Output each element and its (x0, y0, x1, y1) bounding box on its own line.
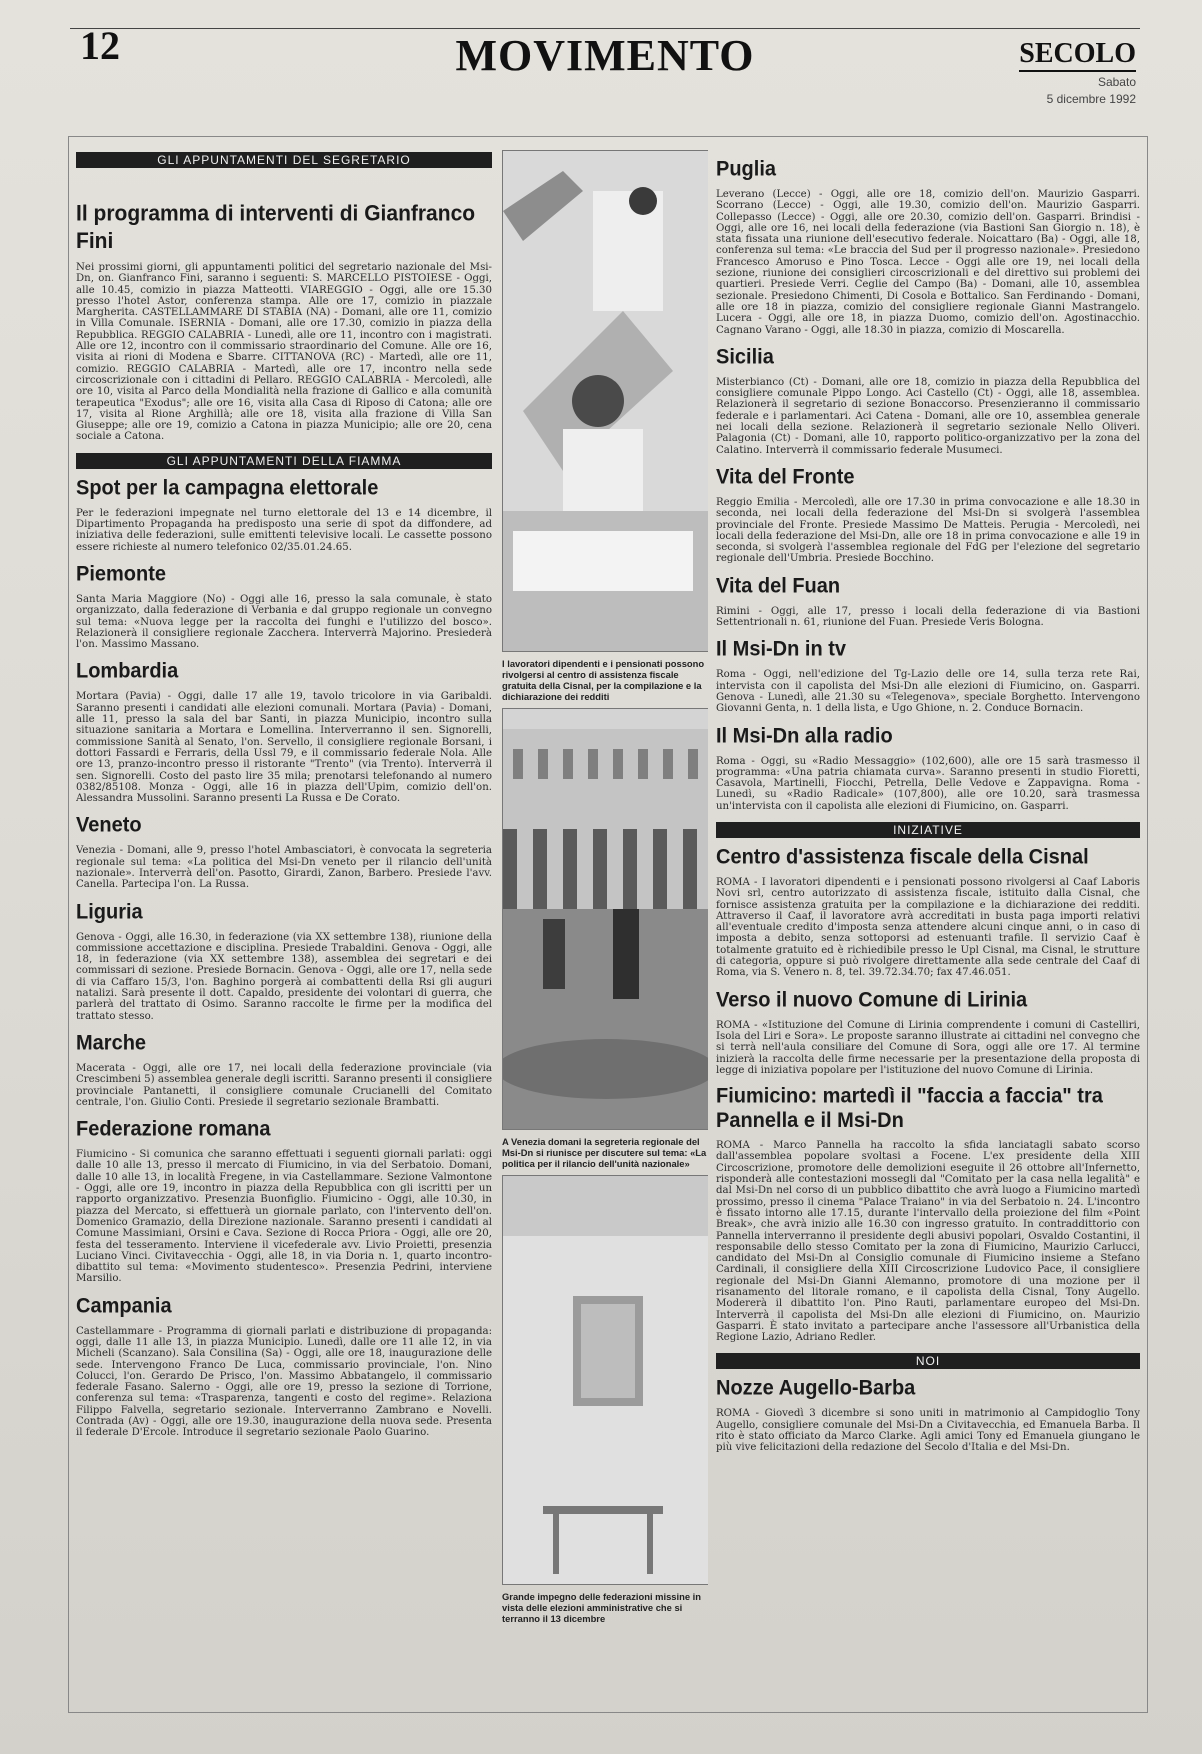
newspaper-name: SECOLO (1019, 38, 1136, 72)
photo-office-worker (502, 150, 708, 652)
masthead (70, 18, 1140, 128)
article-sicilia: Misterbianco (Ct) - Domani, alle ore 18, comizio in piazza della Repubblica del consigliere comunale Pippo Longo. Aci Castello (Ct) - Oggi, alle 18, assemblea. Relazionerà il segretario di sezione Bonaccorso. Presenzieranno il commissario federale e i parlamentari. Aci Catena - Domani, alle ore 10, assemblea generale nei locali della sezione. Relazionerà il segretario sezionale Nello Oliveri. Palagonia (Ct) - Domani, alle 10, rapporto politico-organizzativo per la zona del Calatino. Interverrà il commissario federale Musumeci. (716, 376, 1140, 456)
headline-msi-radio: Il Msi-Dn alla radio (716, 723, 893, 748)
article-marche: Macerata - Oggi, alle ore 17, nei locali della federazione provinciale (via Crescimbeni 5) assemblea generale degli iscritti. Saranno presenti il consigliere provinciale Pantanetti, il consigliere comunale Crucianelli del Comitato centrale, l'on. Giulio Conti. Presiede il segretario sezionale Brambatti. (76, 1062, 492, 1108)
top-rule (70, 28, 1140, 29)
section-bar-segretario: GLI APPUNTAMENTI DEL SEGRETARIO (76, 152, 492, 168)
section-bar-fiamma: GLI APPUNTAMENTI DELLA FIAMMA (76, 453, 492, 469)
headline-programma: Il programma di interventi di Gianfranco Fini (76, 201, 476, 254)
headline-msi-tv: Il Msi-Dn in tv (716, 637, 846, 661)
caption-federazioni: Grande impegno delle federazioni missine in vista delle elezioni amministrative che si terranno il 13 dicembre (502, 1591, 702, 1624)
article-fiumicino: ROMA - Marco Pannella ha raccolto la sfida lanciatagli sabato scorso dall'assemblea popolare svoltasi a Focene. L'ex presidente della XIII Circoscrizione, promotore delle demolizioni eseguite il 26 ottobre all'Infernetto, risponderà alle contestazioni mossegli dal "Comitato per la casa nella legalità" e dal Msi-Dn nel corso di un pubblico dibattito che avrà luogo a Fiumicino martedì prossimo, presso il cinema "Palace Traiano" in via del Serbatoio n. 24. L'incontro è fissato intorno alle 17.15, durante l'intervallo della proiezione del film «Point Break», che avrà inizio alle 16.30 con ingresso gratuito. In contraddittorio con Pannella interverranno il presidente degli abusivi popolari, Osvaldo Costantini, il responsabile dello stesso Comitato per la zona di Fiumicino, Maurizio Carlucci, candidato del Msi-Dn al Consiglio comunale di Fiumicino insieme a Stefano Cardinali, il consigliere della XIII Circoscrizione Ludovico Pace, il consigliere regionale del Msi-Dn Gianni Alemanno, promotore di una mozione per il risanamento del litorale romano, e il capolista della Cisnal, Tony Augello. Modererà il dibattito l'on. Pino Rauti, parlamentare europeo del Msi-Dn. Interverrà il capolista del Msi-Dn alle elezioni di Fiumicino, on. Maurizio Gasparri. È stato invitato a partecipare anche l'assessore all'Urbanistica della Regione Lazio, Adriano Redler. (716, 1140, 1140, 1344)
article-nozze: ROMA - Giovedì 3 dicembre si sono uniti in matrimonio al Campidoglio Tony Augello, consigliere comunale del Msi-Dn a Civitavecchia, ed Emanuela Barba. Il rito è stato officiato da Marco Clarke. Agli amici Tony ed Emanuela giungano le più vive felicitazioni della redazione del Secolo d'Italia e del Msi-Dn. (716, 1408, 1140, 1454)
photo-poster-image (503, 1176, 708, 1584)
photo-poster (502, 1175, 708, 1585)
issue-date: 5 dicembre 1992 (1046, 92, 1136, 106)
headline-lombardia: Lombardia (76, 659, 179, 683)
photo-office-worker-image (503, 151, 708, 651)
section-title: MOVIMENTO (455, 31, 755, 80)
headline-campania: Campania (76, 1294, 172, 1318)
article-veneto: Venezia - Domani, alle 9, presso l'hotel Ambasciatori, è convocata la segreteria regionale sul tema: «La politica del Msi-Dn veneto per il rilancio dell'unità nazionale». Interverrà dell'on. Pasotto, Girardi, Zanon, Barbero. Presiede l'avv. Canella. Partecipa l'on. La Russa. (76, 845, 492, 891)
article-spot: Per le federazioni impegnate nel turno elettorale del 13 e 14 dicembre, il Dipartimento Propaganda ha predisposto una serie di spot da diffondere, ad iniziativa delle federazioni, sulle emittenti televisive locali. Le cassette possono essere richieste al numero telefonico 02/35.01.24.65. (76, 507, 492, 553)
article-cisnal: ROMA - I lavoratori dipendenti e i pensionati possono rivolgersi al Caaf Laboris Novi srl, centro autorizzato di assistenza fiscale, istituito dalla Cisnal, che fornisce assistenza gratuita per la compilazione e la dichiarazione dei redditi. Attraverso il Caaf, il lavoratore avrà accreditati in busta paga importi relativi all'eventuale credito d'imposta senza attendere alcuni cinque anni, o in caso di imposta a debito, senza sottoporsi ad estenuanti trafile. Il servizio Caaf è totalmente gratuito ed è richiedibile presso le Upl Cisnal, ma Cisnal, le strutture di categoria, oppure si può rivolgere direttamente alla sede centrale del Caaf di Roma, via S. Venero n. 8, tel. 39.72.34.70; fax 47.46.051. (716, 876, 1140, 979)
photo-column (502, 150, 708, 1710)
headline-vita-fronte: Vita del Fronte (716, 465, 855, 489)
headline-sicilia: Sicilia (716, 345, 774, 369)
headline-fiumicino: Fiumicino: martedì il "faccia a faccia" tra Pannella e il Msi-Dn (716, 1084, 1103, 1133)
page-number: 12 (80, 23, 120, 68)
article-msi-tv: Roma - Oggi, nell'edizione del Tg-Lazio delle ore 14, sulla terza rete Rai, intervista con il capolista del Msi-Dn alle elezioni di Fiumicino, on. Gasparri. Genova - Lunedì, alle 21.30 su «Telegenova», speciale Borghetto. Intervengono Giovanni Genta, n. 1 della lista, e Ugo Ghione, n. 2. Conduce Bornacin. (716, 669, 1140, 715)
headline-nozze: Nozze Augello-Barba (716, 1376, 916, 1401)
article-vita-fronte: Reggio Emilia - Mercoledì, alle ore 17.30 in prima convocazione e alle 18.30 in seconda, nei locali della federazione del Msi-Dn si svolgerà l'assemblea provinciale del Fronte. Presiede Massimo De Matteis. Perugia - Mercoledì, nei locali della federazione del Msi-Dn, alle ore 18 in prima convocazione e alle 19 in seconda, si svolgerà l'assemblea regionale del FdG per l'elezione del segretario regionale dell'Umbria. Presiede Bocchino. (716, 496, 1140, 565)
headline-veneto: Veneto (76, 813, 142, 837)
article-msi-radio: Roma - Oggi, su «Radio Messaggio» (102,600), alle ore 15 sarà trasmesso il programma: «Una patria chiamata curva». Saranno presenti in studio Fioretti, Casavola, Martinelli, Fiocchi, Petrella, Delle Vedove e Zappavigna. Roma - Lunedì, su «Radio Radicale» (107,800), alle ore 10.20, sarà trasmessa un'intervista con il capolista alle elezioni di Fiumicino, on. Gasparri. (716, 755, 1140, 812)
article-programma: Nei prossimi giorni, gli appuntamenti politici del segretario nazionale del Msi-Dn, on. Gianfranco Fini, saranno i seguenti: S. MARCELLO PISTOIESE - Oggi, alle 10.45, comizio in piazza Matteotti. VIAREGGIO - Oggi, alle ore 15.30 presso l'hotel Astor, conferenza stampa. Alle ore 17, comizio in piazzale Margherita. CASTELLAMMARE DI STABIA (NA) - Domani, alle ore 11, comizio in Villa Comunale. ISERNIA - Domani, alle ore 17.30, comizio in piazza della Repubblica. REGGIO CALABRIA - Lunedì, alle ore 11, incontro con i magistrati. Alle ore 12, incontro con il commissario straordinario del Comune. Alle ore 16, visita ai rioni di Modena e Sbarre. CITTANOVA (RC) - Martedì, alle ore 11, comizio. REGGIO CALABRIA - Martedì, alle ore 17, incontro nella sede circoscrizionale con i cittadini di Pellaro. REGGIO CALABRIA - Mercoledì, alle ore 10, visita al Parco della Mondialità nella frazione di Gallico e alla comunità terapeutica "Exodus"; alle ore 16, visita alla Casa di Riposo di Catona; alle ore 17, visita al Rione Arghillà; alle ore 18, visita alla frazione di Villa San Giuseppe; alle ore 19, comizio a Catona in piazza Municipio; alle ore 20, cena sociale a Catona. (76, 262, 492, 443)
right-column (716, 150, 1140, 1710)
article-puglia: Leverano (Lecce) - Oggi, alle ore 18, comizio dell'on. Maurizio Gasparri. Scorrano (Lecce) - Oggi, alle 19.30, comizio dell'on. Maurizio Gasparri. Collepasso (Lecce) - Oggi, alle ore 20.30, comizio dell'on. Gasparri. Brindisi - Oggi, alle ore 16, nei locali della federazione (via Bastioni San Giorgio n. 18), è stata fissata una riunione dell'esecutivo federale. Noicattaro (Ba) - Oggi, alle 18, conferenza sul tema: «Le braccia del Sud per il progresso nazionale». Presiedono Francesco Amoruso e Pino Tosca. Lecce - Oggi alle ore 19, nei locali della sezione, riunione dei consiglieri circoscrizionali e del direttivo sui problemi dei quartieri. Presiede Verri. Ceglie del Campo (Ba) - Domani, alle 10, assemblea sezionale. Presiedono Chimenti, Di Cosola e Bottalico. San Ferdinando - Domani, alle ore 18 in piazza, comizio del consigliere regionale Gianni Mastrangelo. Lucera - Oggi, alle ore 18, in piazza Duomo, comizio dell'on. Agostinacchio. Cagnano Varano - Oggi, alle 18.30 in piazza, comizio di Moscarella. (716, 189, 1140, 336)
caption-cisnal: I lavoratori dipendenti e i pensionati possono rivolgersi al centro di assistenza fiscale gratuita della Cisnal, per la compilazione e la dichiarazione dei redditi (502, 658, 705, 702)
headline-liguria: Liguria (76, 900, 143, 924)
article-vita-fuan: Rimini - Oggi, alle 17, presso i locali della federazione di via Bastioni Settentrionali n. 61, riunione del Fuan. Presiede Veris Bologna. (716, 605, 1140, 629)
headline-puglia: Puglia (716, 157, 777, 181)
headline-lirinia: Verso il nuovo Comune di Lirinia (716, 988, 1028, 1012)
headline-piemonte: Piemonte (76, 562, 167, 586)
photo-venezia (502, 708, 708, 1130)
photo-venezia-image (503, 709, 708, 1129)
headline-spot: Spot per la campagna elettorale (76, 476, 379, 500)
newspaper-logo (1019, 38, 1136, 106)
headline-cisnal: Centro d'assistenza fiscale della Cisnal (716, 845, 1089, 869)
article-lirinia: ROMA - «Istituzione del Comune di Lirinia comprendente i comuni di Castelliri, Isola del Liri e Sora». Le proposte saranno illustrate ai cittadini nel convegno che si terrà nell'aula consiliare del Comune di Sora, oggi alle ore 17. Al termine inizierà la raccolta delle firme necessarie per la presentazione della proposta di legge di iniziativa popolare per l'istituzione del nuovo Comune di Lirinia. (716, 1019, 1140, 1076)
caption-venezia: A Venezia domani la segreteria regionale del Msi-Dn si riunisce per discutere sul tema: «La politica per il rilancio dell'unità nazionale» (502, 1136, 707, 1169)
section-bar-noi: NOI (716, 1353, 1140, 1369)
headline-federazione-romana: Federazione romana (76, 1117, 271, 1141)
article-campania: Castellammare - Programma di giornali parlati e distribuzione di propaganda: oggi, dalle 11 alle 13, in piazza Municipio. Lunedì, dalle ore 11 alle 12, in via Micheli (Scanzano). Sala Consilina (Sa) - Oggi, alle ore 18, inaugurazione delle sede. Intervengono Franco De Luca, commissario provinciale, l'on. Nino Colucci, l'on. Gerardo De Prisco, l'on. Massimo Abbatangelo, il commissario federale Fasano. Salerno - Oggi, alle ore 19, presso la sezione di Torrione, conferenza sul tema: «Trasparenza, tangenti e costo del regime». Relaziona Filippo Falvella, segretario sezionale. Interverranno Zambrano e Novelli. Contrada (Av) - Oggi, alle ore 19.30, inaugurazione della nuova sede. Presenta il federale D'Ercole. Introduce il segretario sezionale Paolo Guarino. (76, 1325, 492, 1439)
article-liguria: Genova - Oggi, alle 16.30, in federazione (via XX settembre 138), riunione della commissione accettazione e disciplina. Presiede Trabaldini. Genova - Oggi, alle 18, in federazione (via XX settembre 138), assemblea dei segretari e dei commissari di sezione. Presiede Bornacin. Genova - Oggi, alle ore 17, nella sede di via Caffaro 15/3, l'on. Baghino porgerà ai combattenti della Rsi gli auguri natalizi. Sarà presente il dott. Capaldo, presidente dei volontari di guerra, che parlerà del trattato di Osimo. Saranno raccolte le firme per la modifica del trattato stesso. (76, 931, 492, 1022)
article-lombardia: Mortara (Pavia) - Oggi, dalle 17 alle 19, tavolo tricolore in via Garibaldi. Saranno presenti i candidati alle elezioni comunali. Mortara (Pavia) - Domani, alle 11, presso la sala del bar Santi, in piazza Municipio, incontro sulla situazione sanitaria a Mortara e Lomellina. Interverranno il sen. Signorelli, commissione Sanità al Senato, l'on. Servello, il consigliere regionale Borsani, i dottori Fassardi e Ferraris, della Ussl 79, e il commissario federale Nola. Alle ore 13, pranzo-incontro presso il ristorante "Trento" (via Trento). Interverrà il sen. Signorelli. Costo del pasto lire 35 mila; prenotarsi telefonando al numero 0382/85108. Monza - Oggi, alle 16 in piazza dell'Upim, comizio dell'on. Alessandra Mussolini. Saranno presenti La Russa e De Corato. (76, 691, 492, 805)
left-column (76, 150, 492, 1710)
section-bar-iniziative: INIZIATIVE (716, 822, 1140, 838)
article-federazione-romana: Fiumicino - Si comunica che saranno effettuati i seguenti giornali parlati: oggi dalle 10 alle 13, presso il mercato di Fiumicino, in via del Serbatoio. Domani, dalle 10 alle 13, in località Fregene, in via Castellammare. Sezione Valmontone - Oggi, alle ore 19, incontro in piazza della Repubblica con gli iscritti per un rapporto organizzativo. Presenzia Buonfiglio. Fiumicino - Oggi, alle 10.30, in piazza del Mercato, si effettuerà un giornale parlato, con l'intervento dell'on. Domenico Gramazio, della Direzione nazionale. Saranno presenti i candidati al Comune Massimiani, Orsini e Cava. Sezione di Rocca Priora - Oggi, alle ore 20, festa del tesseramento. Interviene il vicefederale avv. Livio Proietti, presenzia Luciano Vinci. Civitavecchia - Oggi, alle 18, in via Doria n. 1, quarto incontro-dibattito sul tema: «Movimento studentesco». Presenzia Pedrini, interviene Marsilio. (76, 1149, 492, 1285)
headline-vita-fuan: Vita del Fuan (716, 574, 841, 598)
headline-marche: Marche (76, 1031, 147, 1055)
article-piemonte: Santa Maria Maggiore (No) - Oggi alle 16, presso la sala comunale, è stato organizzato, dalla federazione di Verbania e dal gruppo regionale un convegno sul tema: «Nuova legge per la raccolta dei funghi e l'utilizzo del bosco». Relazionerà il consigliere regionale Zacchera. Interverrà Majorino. Presiederà l'on. Massimo Massano. (76, 593, 492, 651)
issue-day: Sabato (1097, 75, 1136, 89)
